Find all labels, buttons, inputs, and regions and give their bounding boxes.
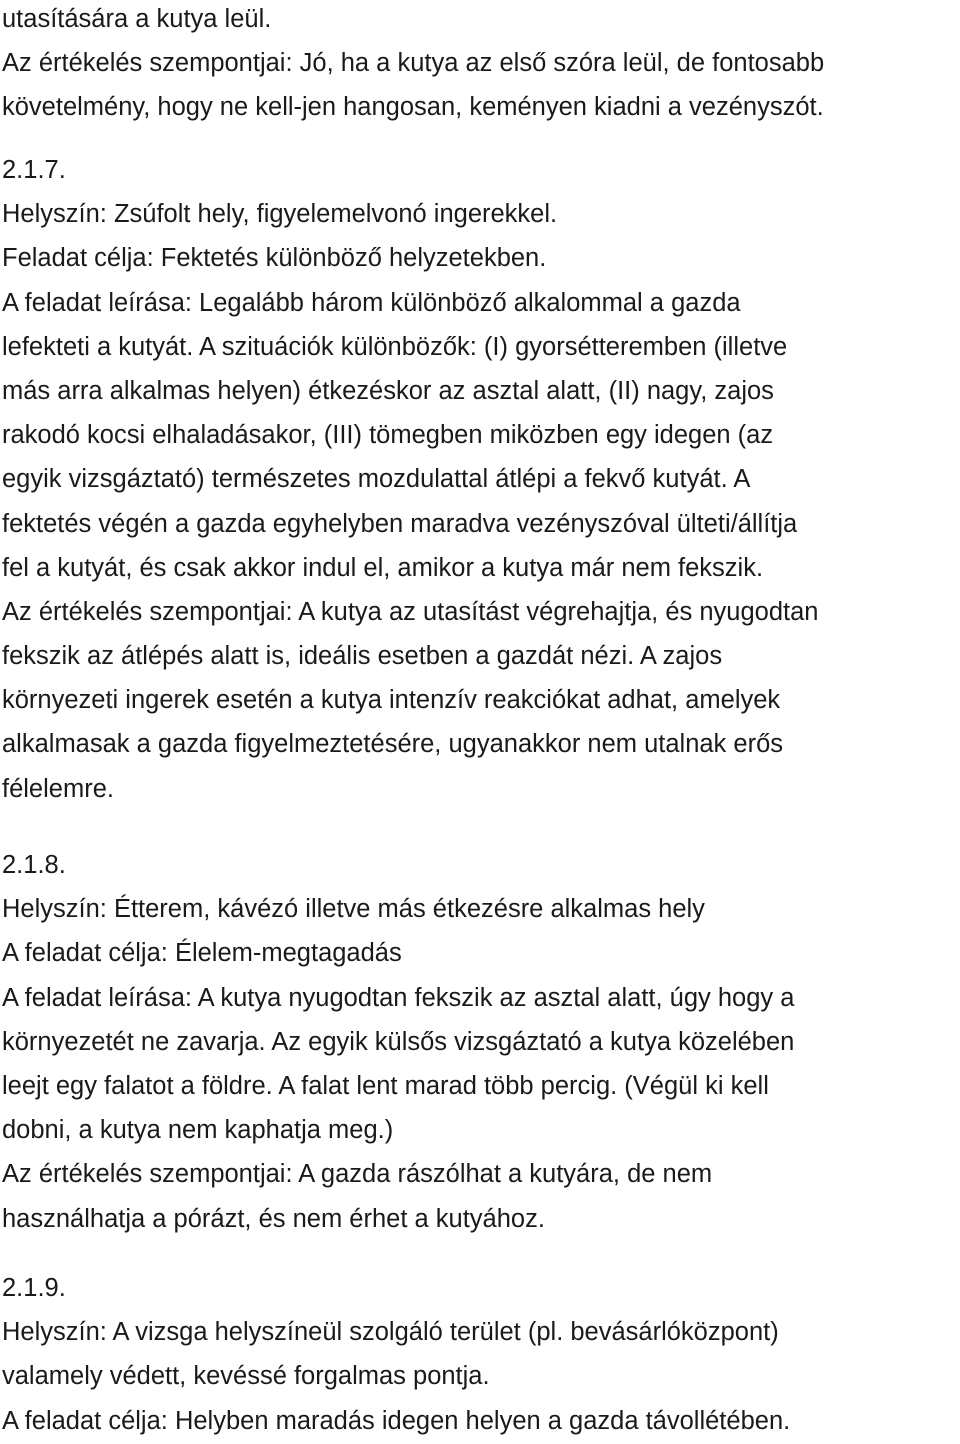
document-page	[2, 0, 958, 1444]
text-line: környezeti ingerek esetén a kutya intenzív reakciókat adhat, amelyek	[2, 686, 781, 715]
paragraph-2-1-6-tail	[2, 0, 958, 130]
text-line: rakodó kocsi elhaladásakor, (III) tömegben miközben egy idegen (az	[2, 421, 774, 450]
section-number: 2.1.9.	[2, 1274, 66, 1302]
text-line: lefekteti a kutyát. A szituációk különbözők: (I) gyorsétteremben (illetve	[2, 332, 788, 361]
text-line: Helyszín: A vizsga helyszíneül szolgáló terület (pl. bevásárlóközpont)	[2, 1318, 779, 1347]
text-line: követelmény, hogy ne kell-jen hangosan, keményen kiadni a vezényszót.	[2, 93, 824, 122]
section-2-1-7	[2, 148, 958, 811]
text-line: egyik vizsgáztató) természetes mozdulattal átlépi a fekvő kutyát. A	[2, 465, 751, 494]
text-line: fel a kutyát, és csak akkor indul el, amikor a kutya már nem fekszik.	[2, 553, 764, 582]
text-line: használhatja a pórázt, és nem érhet a kutyához.	[2, 1204, 545, 1233]
text-line: A feladat leírása: A kutya nyugodtan fekszik az asztal alatt, úgy hogy a	[2, 983, 795, 1012]
text-line: Az értékelés szempontjai: A kutya az utasítást végrehajtja, és nyugodtan	[2, 597, 819, 626]
text-line: fekszik az átlépés alatt is, ideális esetben a gazdát nézi. A zajos	[2, 642, 723, 671]
text-line: A feladat célja: Élelem-megtagadás	[2, 939, 402, 968]
section-2-1-9	[2, 1266, 958, 1443]
text-line: Helyszín: Étterem, kávézó illetve más étkezésre alkalmas hely	[2, 895, 705, 924]
text-line: félelemre.	[2, 774, 114, 803]
text-line: más arra alkalmas helyen) étkezéskor az asztal alatt, (II) nagy, zajos	[2, 376, 774, 405]
text-line: Helyszín: Zsúfolt hely, figyelemelvonó ingerekkel.	[2, 200, 558, 229]
section-2-1-8	[2, 843, 958, 1241]
text-line: Feladat célja: Fektetés különböző helyzetekben.	[2, 244, 547, 273]
text-line: leejt egy falatot a földre. A falat lent marad több percig. (Végül ki kell	[2, 1071, 769, 1100]
text-line: fektetés végén a gazda egyhelyben maradva vezényszóval ülteti/állítja	[2, 509, 798, 538]
text-line: A feladat leírása: Legalább három különböző alkalommal a gazda	[2, 288, 741, 317]
text-line: A feladat célja: Helyben maradás idegen helyen a gazda távollétében.	[2, 1406, 791, 1435]
text-line: Az értékelés szempontjai: A gazda rászólhat a kutyára, de nem	[2, 1160, 713, 1189]
text-line: Az értékelés szempontjai: Jó, ha a kutya az első szóra leül, de fontosabb	[2, 49, 825, 78]
text-line: dobni, a kutya nem kaphatja meg.)	[2, 1116, 394, 1145]
section-number: 2.1.8.	[2, 851, 66, 879]
text-line: környezetét ne zavarja. Az egyik külsős vizsgáztató a kutya közelében	[2, 1027, 795, 1056]
text-line: valamely védett, kevéssé forgalmas pontja.	[2, 1362, 490, 1391]
text-line: alkalmasak a gazda figyelmeztetésére, ugyanakkor nem utalnak erős	[2, 730, 783, 759]
text-line: utasítására a kutya leül.	[2, 5, 272, 33]
section-number: 2.1.7.	[2, 156, 66, 184]
